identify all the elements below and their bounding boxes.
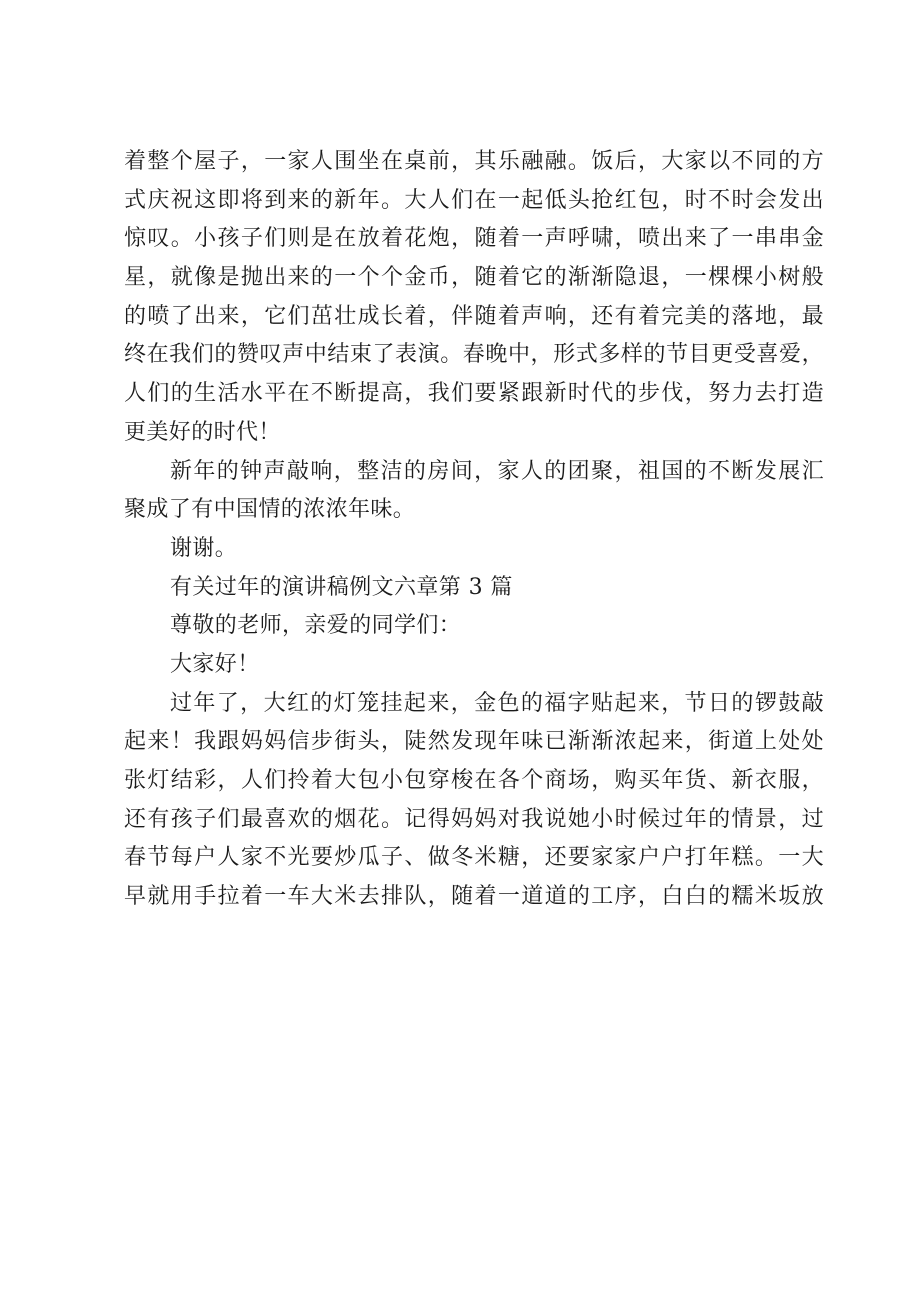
text-line: 式庆祝这即将到来的新年。大人们在一起低头抢红包，时不时会发出 bbox=[124, 187, 824, 213]
text-line: 惊叹。小孩子们则是在放着花炮，随着一声呼啸，喷出来了一串串金 bbox=[124, 226, 824, 252]
text-line: 星，就像是抛出来的一个个金币，随着它的渐渐隐退，一棵棵小树般 bbox=[124, 265, 824, 291]
paragraph bbox=[124, 143, 824, 453]
text-line: 新年的钟声敲响，整洁的房间，家人的团聚，祖国的不断发展汇 bbox=[170, 458, 824, 484]
text-line: 有关过年的演讲稿例文六章第 3 篇 bbox=[170, 574, 513, 600]
section-heading bbox=[124, 569, 824, 608]
text-line: 还有孩子们最喜欢的烟花。记得妈妈对我说她小时候过年的情景，过 bbox=[124, 806, 824, 832]
paragraph bbox=[124, 607, 824, 646]
document-body bbox=[124, 143, 824, 917]
text-line: 张灯结彩，人们拎着大包小包穿梭在各个商场，购买年货、新衣服， bbox=[124, 768, 824, 793]
text-line: 起来！我跟妈妈信步街头，陡然发现年味已渐渐浓起来，街道上处处 bbox=[124, 729, 824, 755]
text-line: 的喷了出来，它们茁壮成长着，伴随着声响，还有着完美的落地，最 bbox=[124, 303, 824, 329]
text-line: 人们的生活水平在不断提高，我们要紧跟新时代的步伐，努力去打造 bbox=[124, 381, 824, 407]
paragraph bbox=[124, 530, 824, 569]
text-line: 着整个屋子，一家人围坐在桌前，其乐融融。饭后，大家以不同的方 bbox=[124, 149, 824, 174]
text-line: 过年了，大红的灯笼挂起来，金色的福字贴起来，节日的锣鼓敲 bbox=[170, 690, 824, 716]
text-line: 聚成了有中国情的浓浓年味。 bbox=[124, 497, 416, 523]
paragraph bbox=[124, 646, 824, 685]
text-line: 更美好的时代！ bbox=[124, 419, 281, 445]
text-line: 春节每户人家不光要炒瓜子、做冬米糖，还要家家户户打年糕。一大 bbox=[124, 845, 824, 871]
text-line: 早就用手拉着一车大米去排队，随着一道道的工序，白白的糯米坂放 bbox=[124, 884, 824, 910]
text-line: 终在我们的赞叹声中结束了表演。春晚中，形式多样的节目更受喜爱， bbox=[124, 342, 824, 368]
paragraph bbox=[124, 453, 824, 530]
paragraph bbox=[124, 685, 824, 917]
text-line: 尊敬的老师，亲爱的同学们： bbox=[170, 613, 462, 639]
text-line: 大家好！ bbox=[170, 651, 260, 677]
text-line: 谢谢。 bbox=[170, 535, 238, 561]
